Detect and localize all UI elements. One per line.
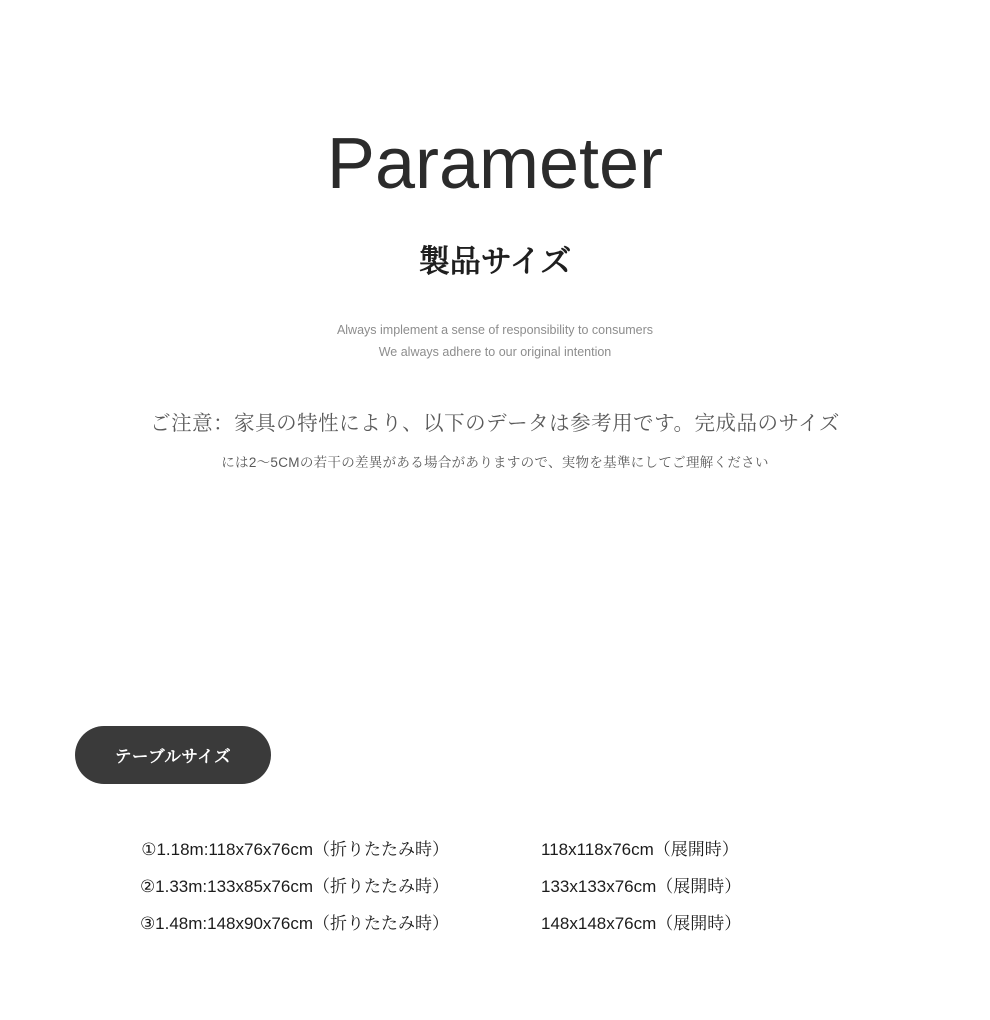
spec-expanded: 148x148x76cm（展開時） <box>541 914 742 933</box>
tagline <box>0 319 990 363</box>
table-row <box>0 872 990 909</box>
spec-folded: ①1.18m:118x76x76cm（折りたたみ時） <box>141 840 449 859</box>
parameter-page <box>0 124 990 1020</box>
spec-folded: ③1.48m:148x90x76cm（折りたたみ時） <box>139 914 449 933</box>
spec-table <box>0 835 990 946</box>
tagline-line-1: Always implement a sense of responsibility to consumers <box>336 323 654 337</box>
table-row <box>0 835 990 872</box>
notice-line-2: には2〜5CMの若干の差異がある場合がありますので、実物を基準にしてご理解ください <box>221 455 769 470</box>
page-title: Parameter <box>326 124 664 204</box>
spec-expanded: 118x118x76cm（展開時） <box>541 840 739 859</box>
notice-block <box>0 409 990 475</box>
spec-expanded: 133x133x76cm（展開時） <box>541 877 742 896</box>
tagline-line-2: We always adhere to our original intention <box>378 345 612 359</box>
table-row <box>0 909 990 946</box>
table-size-pill: テーブルサイズ <box>75 726 271 784</box>
spec-folded: ②1.33m:133x85x76cm（折りたたみ時） <box>139 877 449 896</box>
page-subtitle: 製品サイズ <box>418 244 572 279</box>
notice-line-1: ご注意：家具の特性により、以下のデータは参考用です。完成品のサイズ <box>150 412 840 435</box>
